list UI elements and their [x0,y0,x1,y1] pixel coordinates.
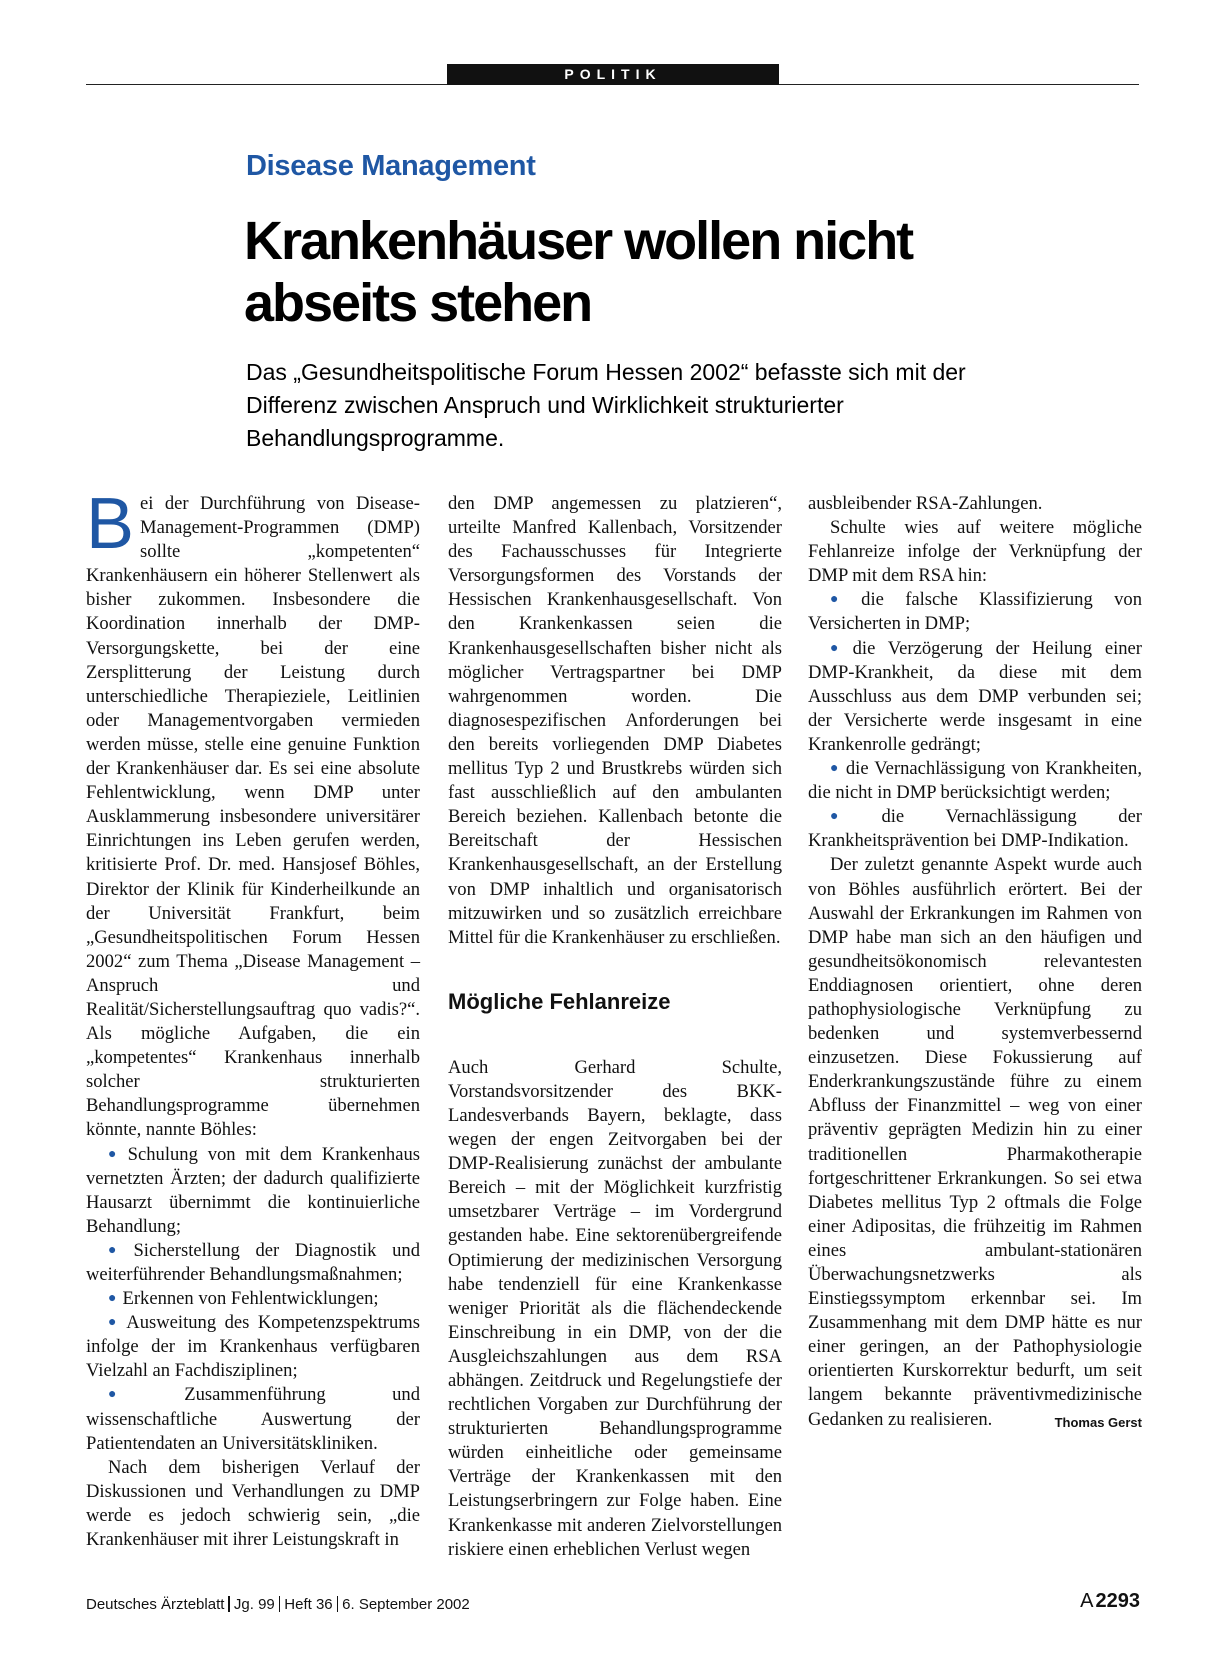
article-lead: Das „Gesundheitspolitische Forum Hessen 2002“ befasste sich mit der Differenz zwischen Anspruch und Wirklichkeit strukturierter Behandlungsprogramme. [246,359,966,451]
bullet-text: Sicherstellung der Diagnostik und weiterführender Behandlungsmaßnahmen; [86,1239,420,1285]
bullet-text: Erkennen von Fehlentwicklungen; [122,1288,379,1310]
article-kicker: Disease Management [246,150,536,182]
bullet-dot-icon: ● [108,1146,122,1162]
bullet-item [808,588,1142,636]
bullet-item [86,1287,420,1311]
footer-separator [279,1596,281,1612]
paragraph-1 [86,484,420,1143]
paragraph-3: Auch Gerhard Schulte, Vorstandsvorsitzender des BKK-Landesverbands Bayern, beklagte, dass wegen der engen Zeitvorgaben bei der DMP-Realisierung zunächst der ambulante Bereich – mit der Möglichkeit kurzfristig umsetzbarer Verträge – im Vordergrund gestanden habe. Eine sektorenübergreifende Optimierung der medizinischen Versorgung habe tendenziell für eine Krankenkasse weniger Priorität als die flächendeckende Einschreibung in ein DMP, von der die Ausgleichszahlungen aus dem RSA abhängen. Zeitdruck und Regelungstiefe der rechtlichen Vorgaben zur Durchführung der strukturierten Behandlungsprogramme würden einheitliche oder gemeinsame Verträge der Krankenkassen mit den Leistungserbringern zur Folge haben. Eine Krankenkasse mit anderen Zielvorstellungen riskiere einen erheblichen Verlust wegen [448,1056,782,1560]
paragraph-3-continued: ausbleibender RSA-Zahlungen. [808,493,1043,514]
footer-separator [228,1596,230,1612]
paragraph-2: Nach dem bisherigen Verlauf der Diskussionen und Verhandlungen zu DMP werde es jedoch schwierig sein, „die Krankenhäuser mit ihrer Leistungskraft in [86,1456,420,1551]
paragraph-2-continued: den DMP angemessen zu platzieren“, urteilte Manfred Kallenbach, Vorsitzender des Fachausschusses für Integrierte Versorgungsformen des Vorstands der Hessischen Krankenhausgesellschaft. Von den Krankenkassen seien die Krankenhausgesellschaften bisher nicht als möglicher Vertragspartner bei DMP wahrgenommen worden. Die diagnosespezifischen Anforderungen bei den bereits vorliegenden DMP Diabetes mellitus Typ 2 und Brustkrebs würden sich fast ausschließlich auf den ambulanten Bereich beziehen. Kallenbach betonte die Bereitschaft der Hessischen Krankenhausgesellschaft, an der Erstellung von DMP inhaltlich und organisatorisch mitzuwirken und so zusätzlich erreichbare Mittel für die Krankenhäuser zu erschließen. [448,493,782,948]
bullet-dot-icon: ● [108,1315,121,1331]
column-1 [86,484,420,1552]
bullet-dot-icon: ● [830,809,876,825]
journal-issue: Heft 36 [284,1596,333,1613]
bullet-dot-icon: ● [830,592,856,608]
page-prefix: A [1080,1590,1094,1612]
bullet-item [86,1311,420,1383]
bullet-dot-icon: ● [830,761,840,777]
bullet-item [86,1143,420,1239]
page-number [1080,1590,1140,1613]
footer-citation [86,1596,470,1613]
bullet-text: Ausweitung des Kompetenzspektrums infolge der im Krankenhaus verfügbaren Vielzahl an Fachdisziplinen; [86,1312,420,1382]
bullet-text: die Vernachlässigung von Krankheiten, die nicht in DMP berücksichtigt werden; [808,758,1142,804]
section-label: POLITIK [447,64,779,85]
journal-volume: Jg. 99 [233,1596,275,1613]
journal-date: 6. September 2002 [342,1596,470,1613]
bullet-text: die Vernachlässigung der Krankheitsprävention bei DMP-Indikation. [808,806,1142,852]
bullet-text: die Verzögerung der Heilung einer DMP-Krankheit, da diese mit dem Ausschluss aus dem DMP verbunden sei; der Versicherte werde insgesamt in eine Krankenrolle gedrängt; [808,637,1142,755]
bullet-dot-icon: ● [108,1242,128,1258]
bullet-dot-icon: ● [108,1291,117,1307]
bullet-item [86,1383,420,1455]
column-2 [448,492,782,1562]
bullet-text: die falsche Klassifizierung von Versicherten in DMP; [808,589,1142,635]
paragraph-5-text: Der zuletzt genannte Aspekt wurde auch von Böhles ausführlich erörtert. Bei der Auswahl der Erkrankungen im Rahmen von DMP habe man sich an den häufigen und gesundheitsökonomisch relevantesten Enddiagnosen orientiert, ohne deren pathophysiologische Verknüpfung zu bedenken und systemverbessernd einzusetzen. Diese Fokussierung auf Enderkrankungszustände führe zu einem Abfluss der Finanzmittel – weg von einer präventiv geprägten Medizin hin zu einer traditionellen Pharmakotherapie fortgeschrittener Erkrankungen. So sei etwa Diabetes mellitus Typ 2 oftmals die Folge einer Adipositas, die frühzeitig im Rahmen eines ambulant-stationären Überwachungsnetzwerks als Einstiegssymptom erkennbar sei. Im Zusammenhang mit dem DMP hätte es nur einer geringen, an der Pathophysiologie orientierten Kurskorrektur bedurft, um seit langem bekannte präventivmedizinische Gedanken zu realisieren. [808,854,1142,1430]
drop-cap: B [86,484,135,564]
bullet-text: Zusammenführung und wissenschaftliche Auswertung der Patientendaten an Universitätskliniken. [86,1384,420,1454]
subheading: Mögliche Fehlanreize [448,988,671,1014]
bullet-dot-icon: ● [830,640,847,656]
bullet-dot-icon: ● [108,1387,179,1403]
footer-separator [337,1596,339,1612]
bullet-item [808,805,1142,853]
bullet-item [808,637,1142,757]
bullet-item [86,1239,420,1287]
bullet-item [808,757,1142,805]
article-headline: Krankenhäuser wollen nicht abseits stehen [244,211,913,333]
journal-name: Deutsches Ärzteblatt [86,1596,225,1613]
paragraph-5 [808,853,1142,1431]
column-3 [808,492,1142,1435]
author-byline: Thomas Gerst [1054,1414,1142,1430]
bullet-text: Schulung von mit dem Krankenhaus vernetzten Ärzten; der dadurch qualifizierte Hausarzt übernimmt die kontinuierliche Behandlung; [86,1143,420,1237]
paragraph-1-text: ei der Durchführung von Disease-Management-Programmen (DMP) sollte „kompetenten“ Krankenhäusern ein höherer Stellenwert als bisher zukommen. Insbesondere die Koordination innerhalb der DMP-Versorgungskette, bei der eine Zersplitterung der Leistung durch unterschiedliche Therapieziele, Leitlinien oder Managementvorgaben vermieden werden müsse, stelle eine genuine Funktion der Krankenhäuser dar. Es sei eine absolute Fehlentwicklung, wenn DMP unter Ausklammerung insbesondere universitärer Einrichtungen ins Leben gerufen werden, kritisierte Prof. Dr. med. Hansjosef Böhles, Direktor der Klinik für Kinderheilkunde an der Universität Frankfurt, beim „Gesundheitspolitischen Forum Hessen 2002“ zum Thema „Disease Management – Anspruch und Realität/Sicherstellungsauftrag quo vadis?“. Als mögliche Aufgaben, die ein „kompetentes“ Krankenhaus innerhalb solcher strukturierten Behandlungsprogramme übernehmen könnte, nannte Böhles: [86,493,420,1141]
page-number-value: 2293 [1095,1590,1140,1612]
paragraph-4: Schulte wies auf weitere mögliche Fehlanreize infolge der Verknüpfung der DMP mit dem RSA hin: [808,517,1142,587]
